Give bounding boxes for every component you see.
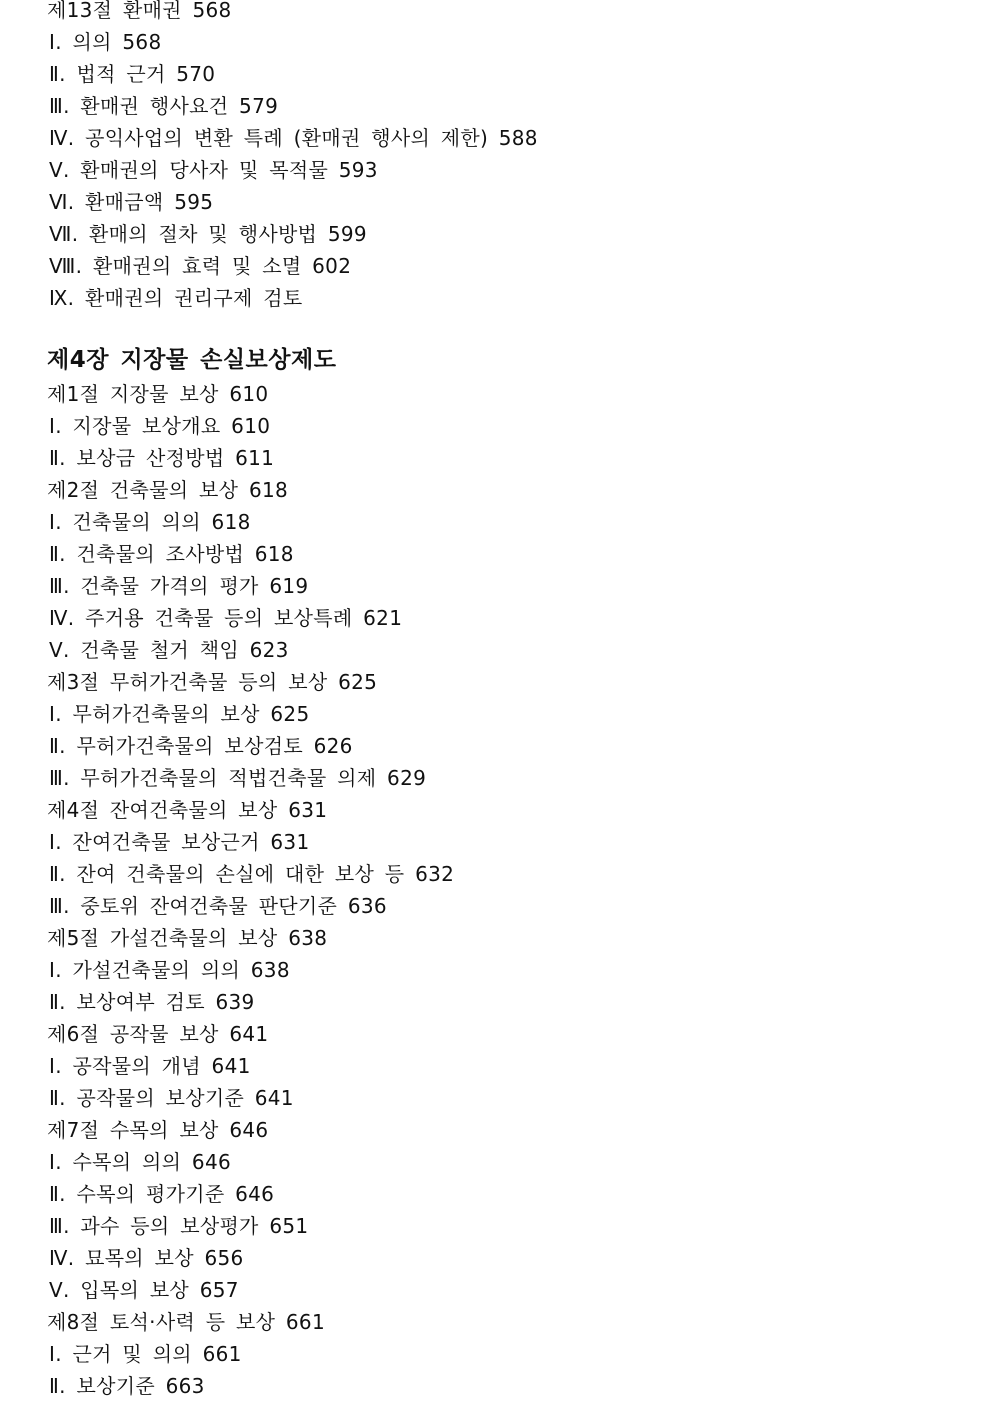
section-title: 제6절 공작물 보상 641 (47, 1022, 269, 1046)
toc-item: Ⅲ. 무허가건축물의 적법건축물 의제 629 (49, 766, 427, 790)
toc-item: Ⅸ. 환매권의 권리구제 검토 (49, 286, 303, 310)
toc-item: Ⅰ. 건축물의 의의 618 (49, 510, 251, 534)
toc-item: Ⅳ. 공익사업의 변환 특례 (환매권 행사의 제한) 588 (49, 126, 538, 150)
toc-item: Ⅱ. 보상여부 검토 639 (49, 990, 255, 1014)
toc-item: Ⅱ. 수목의 평가기준 646 (49, 1182, 275, 1206)
toc-item: Ⅲ. 중토위 잔여건축물 판단기준 636 (49, 894, 387, 918)
toc-item: Ⅳ. 묘목의 보상 656 (49, 1246, 244, 1270)
toc-item: Ⅲ. 과수 등의 보상평가 651 (49, 1214, 309, 1238)
toc-item: Ⅳ. 주거용 건축물 등의 보상특례 621 (49, 606, 403, 630)
section-spacer (47, 314, 967, 342)
section-title: 제8절 토석·사력 등 보상 661 (47, 1310, 325, 1334)
toc-item: Ⅷ. 환매권의 효력 및 소멸 602 (49, 254, 352, 278)
toc-item: Ⅱ. 법적 근거 570 (49, 62, 216, 86)
toc-item: Ⅰ. 근거 및 의의 661 (49, 1342, 242, 1366)
toc-item: Ⅱ. 잔여 건축물의 손실에 대한 보상 등 632 (49, 862, 455, 886)
toc-item: Ⅱ. 공작물의 보상기준 641 (49, 1086, 294, 1110)
toc-item: Ⅰ. 가설건축물의 의의 638 (49, 958, 290, 982)
toc-item: Ⅰ. 무허가건축물의 보상 625 (49, 702, 310, 726)
toc-item: Ⅰ. 수목의 의의 646 (49, 1150, 232, 1174)
toc-item: Ⅲ. 건축물 가격의 평가 619 (49, 574, 309, 598)
toc-item: Ⅰ. 의의 568 (49, 30, 162, 54)
toc-item: Ⅵ. 환매금액 595 (49, 190, 214, 214)
section-title: 제2절 건축물의 보상 618 (47, 478, 289, 502)
section-title: 제5절 가설건축물의 보상 638 (47, 926, 328, 950)
toc-item: Ⅱ. 보상금 산정방법 611 (49, 446, 275, 470)
toc-item: Ⅴ. 환매권의 당사자 및 목적물 593 (49, 158, 378, 182)
toc-item: Ⅰ. 공작물의 개념 641 (49, 1054, 251, 1078)
section-title: 제4절 잔여건축물의 보상 631 (47, 798, 328, 822)
toc-item: Ⅴ. 건축물 철거 책임 623 (49, 638, 289, 662)
section-title: 제1절 지장물 보상 610 (47, 382, 269, 406)
toc-item: Ⅱ. 보상기준 663 (49, 1374, 205, 1398)
section-13-title: 제13절 환매권 568 (47, 0, 232, 22)
toc-item: Ⅱ. 건축물의 조사방법 618 (49, 542, 294, 566)
section-title: 제3절 무허가건축물 등의 보상 625 (47, 670, 378, 694)
chapter-4-title: 제4장 지장물 손실보상제도 (47, 347, 337, 373)
toc-item: Ⅰ. 잔여건축물 보상근거 631 (49, 830, 310, 854)
toc-item: Ⅴ. 입목의 보상 657 (49, 1278, 239, 1302)
toc-item: Ⅶ. 환매의 절차 및 행사방법 599 (49, 222, 367, 246)
section-title: 제7절 수목의 보상 646 (47, 1118, 269, 1142)
table-of-contents (47, 0, 967, 1402)
toc-item: Ⅱ. 무허가건축물의 보상검토 626 (49, 734, 353, 758)
toc-item: Ⅲ. 환매권 행사요건 579 (49, 94, 279, 118)
toc-item: Ⅰ. 지장물 보상개요 610 (49, 414, 271, 438)
